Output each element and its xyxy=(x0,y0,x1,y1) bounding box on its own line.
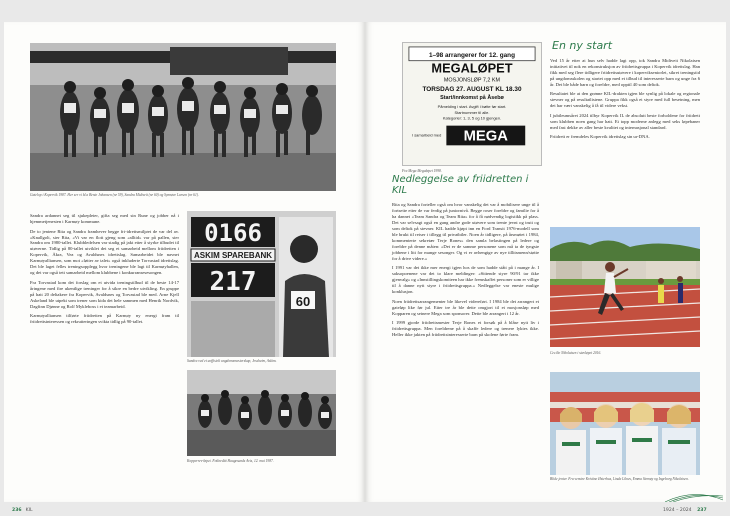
poster-line1: 1–98 arrangerer for 12. gang xyxy=(428,51,516,59)
poster-caption: Fra Mega Megaløpet 1998. xyxy=(402,169,442,173)
poster-sponsor-logo: MEGA xyxy=(463,128,508,145)
poster-small2: Startnummer til alle. xyxy=(454,109,490,115)
megalopet-poster xyxy=(402,42,542,166)
left-column-text xyxy=(30,213,179,329)
photo-blide-jenter-caption: Blide jenter. Fra venstre Kristine Østerhus, Linda Lilnes, Emma Stemøy og Ingeborg Nikolaisen. xyxy=(550,477,689,481)
running-footer-years: 1924 – 2024 xyxy=(663,508,692,513)
page-number: 236 xyxy=(12,508,22,513)
running-footer: KIL xyxy=(25,508,33,513)
poster-small3: Kategorier: 1, 3, 5 og 10 gjengen. xyxy=(442,115,502,121)
photo-cecilie-caption: Cecilie Nikolaisen i stavløpet 2016. xyxy=(550,351,602,355)
paragraph: I jubileumsåret 2024 tilbyr Kopervik IL de absolutt beste forholdene for friidrett som klubben noen gang har hatt. Et topp moderne anlegg med seks løpebaner med fast dekke av aller beste kvalitet og internasjonal standard. xyxy=(550,112,700,130)
poster-date: TORSDAG 27. AUGUST KL 18.30 xyxy=(422,86,522,94)
photo-scoreboard-caption: Sandra ved et uoffisielt ungdomsmesterskap, Jessheim, Askim. xyxy=(187,359,277,363)
page-number: 237 xyxy=(697,508,707,513)
paragraph: Fra Torvastad kom det forslag om et utvida treningstilbud til de beste 14-17 åringene med fire ukentlige treninger for å sikre en bedre utvikling. En gruppe på hatt 20 deltakere fra Kopervik, Avaldsnes og Torvastad ble med. Arne Kjell Askeland ble utpekt som trener som kida det hele sammen med Henrik Nordvik, Dagfinn Djønne og Rolf Mykleboss i et teamarbeid. xyxy=(30,279,179,309)
paragraph: Karmøyalliansen tilførte friidretten på Karmøy ny energi fram til friidrettsinteressen og rekrutteringen svikta tidlig på 90-tallet. xyxy=(30,313,179,325)
poster-small1: Påmelding i start. Avgift i bøtte før start. xyxy=(437,103,507,109)
scoreboard-bottom-number: 217 xyxy=(209,267,257,297)
photo-street-race xyxy=(30,43,336,191)
poster-place: Start/innkomst på Åsebø xyxy=(440,95,504,102)
heading-nedleggelse: Nedleggelse av friidretten i KIL xyxy=(392,174,529,196)
left-page xyxy=(4,22,365,513)
paragraph: I 1991 var det ikke mer energi igjen hos de som hadde stått på i mange år. I saksopoenene var det to klare meldinger: «Sittende styre 90/91 tar ikke gjenvalg» og «Innstillingskomiteen har ikke fremskaffet personer som er villige til å danne nytt styre i friidrettsgruppa.» Nedleggelse var eneste mulige konklusjon. xyxy=(392,265,539,295)
paragraph: Friidrett er fremdeles Kopervik idrettslag sin ur-DNA. xyxy=(550,134,650,140)
right-page xyxy=(365,22,726,513)
paragraph: De to jentene Rita og Sandra framhever begge fri-idrettsmiljøet de var del av. «Knallgolt, sier Rita, «Vi var en flott gjeng som «alltid» var på pallen, sier Sandra om 1980-tallet. Klubbledelsen var stadig på jakt etter å styrke tilbudet til utøverne. Tidlig på 80-tallet utviklet det seg et samarbeid mellom friidretten i Kopervik, Åkra, Vea og Avaldsnes idrettslag. Samarbeidet ble navnet Karmøyalliansen, som mot «løtter av talet» også inkluderte Torvastad idrettslag. Det ble laget felles treningsopplegg hvor treningene ble lagt til Karmøyhallen, og det var også tett samarbeid mellom klubbene i konkurransesesongen. xyxy=(30,228,179,276)
photo-cecilie-relay xyxy=(550,227,700,347)
right-column-text xyxy=(550,58,700,144)
photo-kopperrev-caption: Kopperrev-løpet. Fotkreditt Haugesunds Avis, 12. mai 1987. xyxy=(187,459,274,463)
runner-bib-number: 60 xyxy=(295,294,311,309)
paragraph: Resultatet ble at den grønne KIL-drakten igjen ble synlig på lokale og regionale stevner og på resultatlistene. Gruppa fikk også et styre med full besetning, men det har vært vanskelig å få til videre vekst. xyxy=(550,91,700,109)
photo-blide-jenter xyxy=(550,372,700,475)
photo-street-race-caption: Gatelop i Kopervik 1987. Her ser vi bl.a Bente Johansen (nr 59), Sandra Midtveit (nr 60) og Synnøve Larsen (nr 61). xyxy=(30,193,199,197)
paragraph: Sandra ardannet seg til sjukepleier, gifta seg med sin Rune og jobber nå i hjemmetjenesten i Karmøy kommune. xyxy=(30,213,179,224)
heading-en-ny-start: En ny start xyxy=(552,39,613,52)
middle-column-text xyxy=(392,202,539,342)
photo-scoreboard xyxy=(187,211,336,357)
paragraph: Rita og Sandra forteller også om hvor vanskelig det var å mobilisere unge til å fortsette etter de var ferdig på juniornivå. Begge roser foreldre og familie for å ha dannet «Team Sandra og Team Rita» for å få nødvendig logistikk på plass. Det var selvsagt også en gang andre gode utøvere som trente jevnt og trutt og som deltok på stevner. KIL hadde kjøpt inn en Ford Transit 1976-modell som ble brukt til reiser i tillegg til privatbiler. Noen år tidligere, på årsmøtet i 1984, kommenterte sekretær Terje Rones» den samla belastingen på ledere og foreldre på denne måten: «Det er de samme personene som må ta de tyngste jobbene i litt for mange sesonger. Og vi er avhengige av nye tillitsmenn/støtte for å drive videre.» xyxy=(392,202,539,261)
poster-title: MEGALØPET xyxy=(431,60,513,76)
paragraph: Noen friidrettsarrangementer ble likevel videreført. I 1984 ble det arrangert et gateløp like før jul. Etter tre år ble dette omgjort til et mosjonsløp med Kopparen og seinere Mega som sponsorer. Dette ble arrangert i 12 år. xyxy=(392,298,539,316)
poster-subtitle: MOSJONSLØP 7,2 KM xyxy=(443,77,501,84)
photo-kopperrev-race xyxy=(187,370,336,456)
paragraph: I 1999 gjorde friidrettsmester Terje Rones et forsøk på å blåse nytt liv i friidrettsgruppa. Men foreldrene på å skaffe ledere og trenere lyktes ikke. Heller ikke jakten på friidrettsinteresserte barn på skolene førte fram. xyxy=(392,320,539,338)
paragraph: Ved 15 år etter at hun selv hadde lagt opp, tok Sandra Midtveit Nikolaisen initiativet til nok en rekonstruksjon av friidrettsgruppa i Kopervik idrettslag. Han fikk med seg flere tidligere friidrettsutøvere i kopervikseniorlet, sikret treningstid på ungdomsskolen og startet opp med et tilbud til interesserte barn og unge fra 6 år. Det ble både barn og foreldre, med opptil 40 som deltok. xyxy=(550,58,700,87)
decorative-lines xyxy=(665,490,723,502)
right-folio xyxy=(663,508,707,513)
scoreboard-top-number: 0166 xyxy=(204,219,262,247)
left-folio xyxy=(12,508,33,513)
poster-sponsor-line: I samarbeid med xyxy=(412,132,442,138)
scoreboard-bank-name: ASKIM SPAREBANK xyxy=(193,251,273,260)
